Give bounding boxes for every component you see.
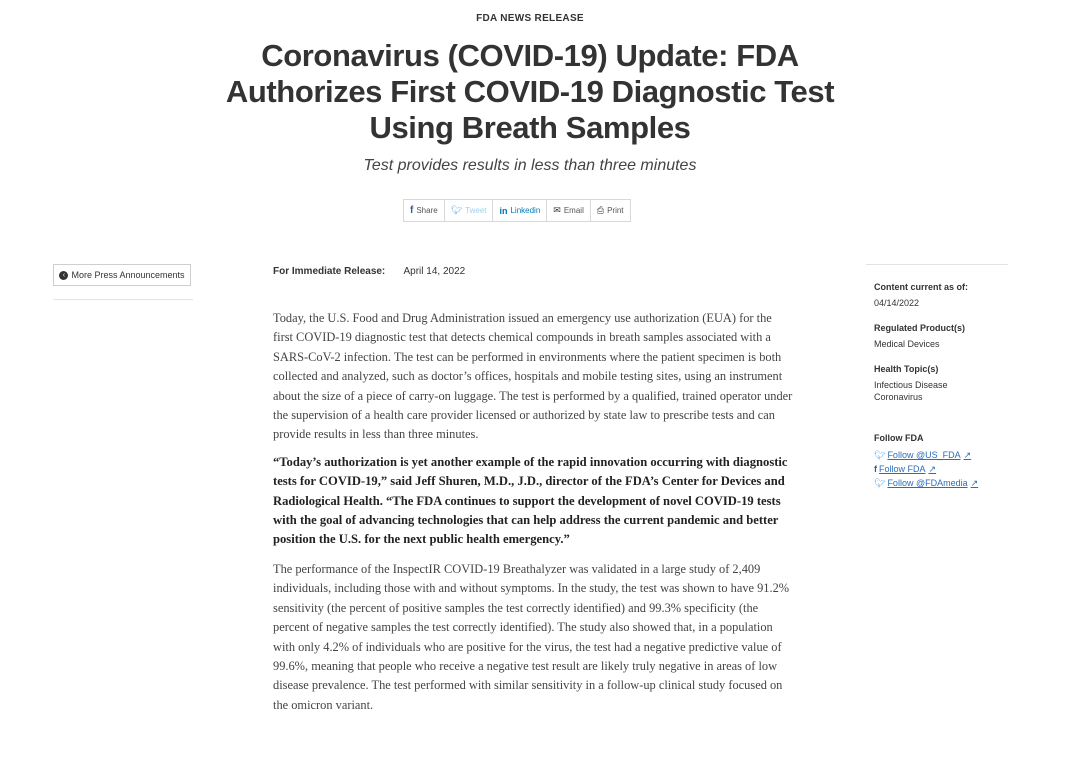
share-bar [403, 199, 631, 222]
external-link-icon: ↗ [963, 450, 972, 460]
release-label: For Immediate Release: [273, 266, 386, 277]
page-subtitle: Test provides results in less than three minutes [363, 157, 697, 174]
circle-arrow-left-icon: ‹ [59, 271, 68, 280]
share-label: Share [416, 206, 438, 215]
health-topics-label: Health Topic(s) [874, 364, 939, 374]
external-link-icon: ↗ [970, 478, 979, 488]
follow-links [874, 448, 1008, 490]
more-press-announcements-label: More Press Announcements [71, 270, 185, 280]
email-button[interactable] [547, 200, 591, 221]
page-title: Coronavirus (COVID-19) Update: FDA Authorizes First COVID-19 Diagnostic Test Using Breath Samples [225, 38, 835, 145]
content-current-label: Content current as of: [874, 282, 969, 292]
regulated-products-value: Medical Devices [874, 339, 940, 349]
facebook-icon: f [874, 464, 877, 474]
left-divider [53, 299, 193, 300]
tweet-label: Tweet [465, 206, 487, 215]
health-topic-item: Infectious Disease [874, 380, 948, 390]
follow-fda-facebook-link[interactable] [874, 462, 1008, 476]
release-date: April 14, 2022 [403, 266, 466, 277]
article-paragraph-2: The performance of the InspectIR COVID-19 Breathalyzer was validated in a large study of 2,409 individuals, including those with and without symptoms. In the study, the test was shown to have 91.2% sensitivity (the percent of positive samples the test correctly identified) and 99.3% specificity (the percent of negative samples the test correctly identified). The study also showed that, in a population with only 4.2% of individuals who are positive for the virus, the test had a negative predictive value of 99.6%, meaning that people who receive a negative test result are likely truly negative in areas of low disease prevalence. The test performed with similar sensitivity in a follow-up clinical study focused on the omicron variant. [273, 561, 790, 712]
follow-fda-label: Follow FDA [874, 433, 924, 443]
health-topic-item: Coronavirus [874, 392, 923, 402]
twitter-icon: 🐦︎ [874, 478, 886, 488]
follow-us-fda-label: Follow @US_FDA [887, 450, 961, 460]
regulated-products-label: Regulated Product(s) [874, 323, 966, 333]
external-link-icon: ↗ [928, 464, 937, 474]
print-button[interactable] [591, 200, 630, 221]
email-label: Email [563, 206, 584, 215]
follow-fda-label: Follow FDA [879, 464, 926, 474]
right-sidebar [866, 264, 1008, 490]
article-body [273, 309, 793, 715]
follow-us-fda-link[interactable] [874, 448, 1008, 462]
follow-fdamedia-link[interactable] [874, 476, 1008, 490]
facebook-icon: f [410, 205, 414, 216]
follow-fdamedia-label: Follow @FDAmedia [887, 478, 968, 488]
twitter-icon: 🐦︎ [450, 205, 463, 215]
printer-icon: ⎙ [596, 205, 605, 215]
envelope-icon: ✉ [553, 205, 561, 215]
share-facebook-button[interactable] [404, 200, 445, 221]
article-quote: “Today’s authorization is yet another example of the rapid innovation occurring with diagnostic tests for COVID-19,” said Jeff Shuren, M.D., J.D., director of the FDA’s Center for Devices and Radiological Health. “The FDA continues to support the development of novel COVID-19 tests with the goal of advancing technologies that can help address the current pandemic and better position the U.S. for the next public health emergency.” [273, 454, 788, 547]
twitter-icon: 🐦︎ [874, 450, 886, 460]
linkedin-label: Linkedin [510, 206, 541, 215]
release-info [273, 266, 465, 277]
tweet-button[interactable] [445, 200, 494, 221]
news-release-label: FDA NEWS RELEASE [476, 13, 584, 24]
more-press-announcements-button[interactable] [53, 264, 191, 286]
article-paragraph-1: Today, the U.S. Food and Drug Administration issued an emergency use authorization (EUA) for the first COVID-19 diagnostic test that detects chemical compounds in breath samples associated with a SARS-CoV-2 infection. The test can be performed in environments where the patient specimen is both collected and analyzed, such as doctor’s offices, hospitals and mobile testing sites, using an instrument about the size of a piece of carry-on luggage. The test is performed by a qualified, trained operator under the supervision of a health care provider licensed or authorized by state law to prescribe tests and can provide results in less than three minutes. [273, 311, 793, 442]
print-label: Print [607, 206, 624, 215]
content-current-date: 04/14/2022 [874, 298, 920, 308]
share-linkedin-button[interactable] [493, 200, 547, 221]
linkedin-icon: in [499, 205, 508, 216]
